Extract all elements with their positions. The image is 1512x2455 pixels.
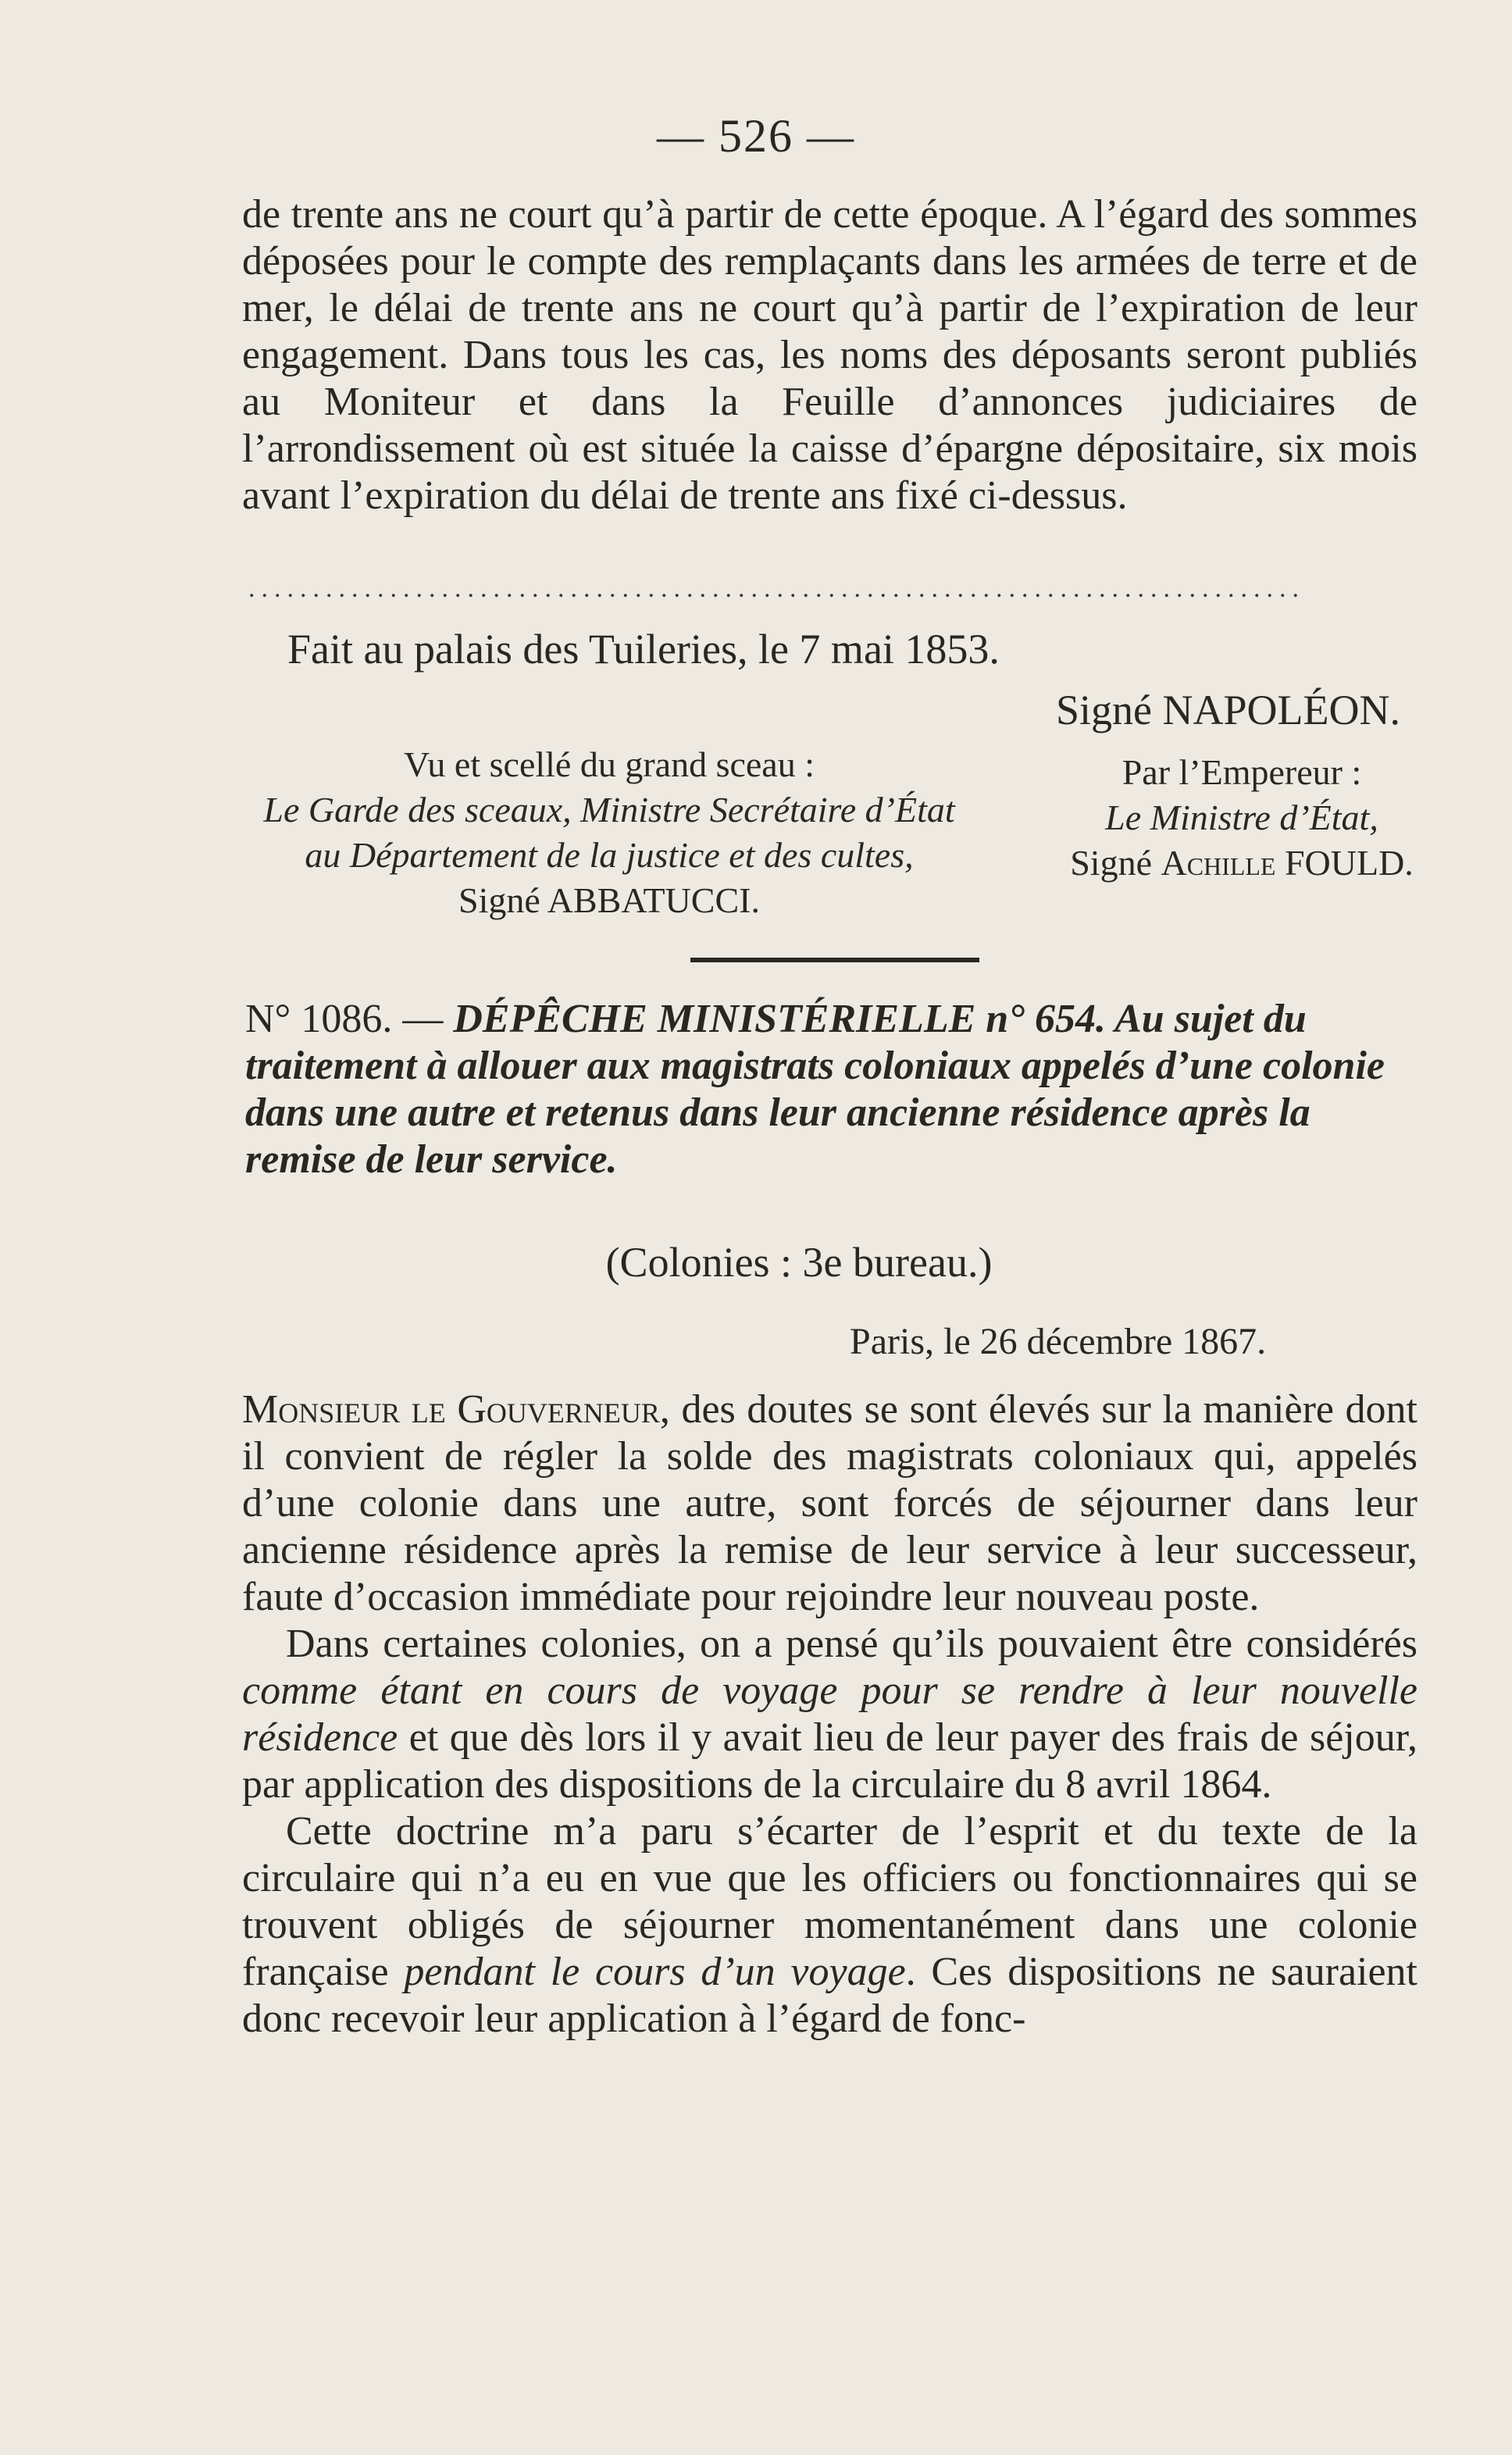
right-signature-block [1047,750,1437,886]
ellipsis-line: .................................................................................. [248,574,1305,603]
top-paragraph: de trente ans ne court qu’à partir de cette époque. A l’égard des sommes déposées pour le compte des remplaçants dans les armées de terre et de mer, le délai de trente ans ne court qu’à partir de l’expiration de leur engagement. Dans tous les cas, les noms des déposants seront publiés au Moniteur et dans la Feuille d’annonces judiciaires de l’arrondissement où est située la caisse d’épargne dépositaire, six mois avant l’expiration du délai de trente ans fixé ci-dessus. [242,192,1418,518]
body-paragraph-2 [242,1621,1418,1808]
body-p3-b: . Ces dispositions ne sauraient donc recevoir leur application à l’égard de fonc- [242,1950,1418,2041]
right-sig-line3 [1047,840,1437,886]
left-signature-block [242,742,976,923]
bureau-line: (Colonies : 3e bureau.) [605,1239,993,1286]
right-sig-prefix: Signé [1070,843,1161,883]
body-paragraph-1 [242,1386,1418,1621]
heading-title: DÉPÊCHE MINISTÉRIELLE n° 654. [453,997,1107,1041]
date-line: Paris, le 26 décembre 1867. [850,1321,1267,1362]
body-p3-italic: pendant le cours d’un voyage [404,1950,906,1994]
body-p1-text: , des doutes se sont élevés sur la manière dont il convient de régler la solde des magistrats coloniaux qui, appelés d’une colonie dans une autre, sont forcés de séjourner dans leur ancienne résidence après la remise de leur service à leur successeur, faute d’occasion immédiate pour rejoindre leur nouveau poste. [242,1387,1418,1619]
body-p2-italic: comme étant en cours de voyage pour se rendre à leur nouvelle résidence [242,1668,1418,1760]
body-p2-b: et que dès lors il y avait lieu de leur payer des frais de séjour, par application des dispositions de la circulaire du 8 avril 1864. [242,1715,1418,1807]
section-divider [690,958,979,962]
heading-subject: Au sujet du traitement à allouer aux magistrats coloniaux appelés d’une colonie dans une autre et retenus dans leur ancienne résidence après la remise de leur service. [245,997,1385,1182]
page-number: — 526 — [657,110,855,162]
section-heading [245,996,1417,1183]
signe-napoleon: Signé NAPOLÉON. [1056,687,1400,733]
fait-line: Fait au palais des Tuileries, le 7 mai 1853. [287,626,1000,673]
salutation: Monsieur le Gouverneur [242,1387,660,1432]
left-sig-line4: Signé ABBATUCCI. [458,880,760,920]
top-paragraph-block [242,191,1418,519]
body-paragraph-3 [242,1808,1418,2043]
right-sig-line2: Le Ministre d’État, [1105,798,1378,837]
right-sig-line1: Par l’Empereur : [1122,752,1362,792]
body-p2-a: Dans certaines colonies, on a pensé qu’ils pouvaient être considérés [286,1622,1418,1666]
body-p3-a: Cette doctrine m’a paru s’écarter de l’esprit et du texte de la circulaire qui n’a eu en vue que les officiers ou fonctionnaires qui se trouvent obligés de séjourner momentanément dans une colonie française [242,1809,1418,1994]
body-block [242,1386,1418,2043]
left-sig-line1: Vu et scellé du grand sceau : [403,744,815,784]
right-sig-name: Achille FOULD. [1161,843,1414,883]
left-sig-line3: au Département de la justice et des cultes, [305,835,914,875]
left-sig-line2: Le Garde des sceaux, Ministre Secrétaire d’État [263,790,955,830]
heading-number: N° 1086. — [245,997,454,1041]
